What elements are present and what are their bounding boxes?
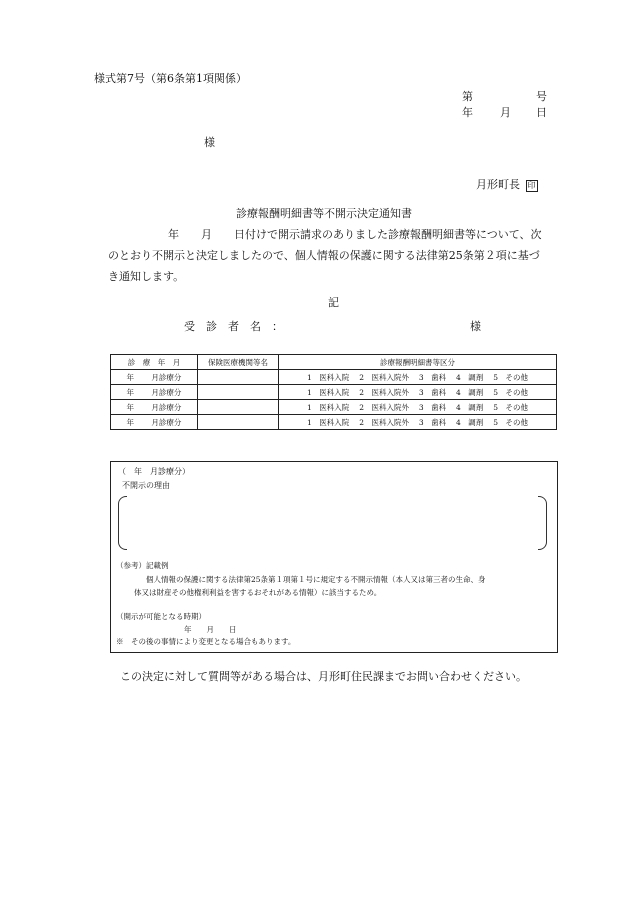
right-bracket [538, 496, 547, 550]
reference-line-1: 個人情報の保護に関する法律第25条第１項第１号に規定する不開示情報（本人又は第三者の生命、身 [146, 575, 486, 584]
issuer-line [476, 176, 538, 192]
row-institution [198, 370, 279, 385]
body-line-2: のとおり不開示と決定しましたので、個人情報の保護に関する法律第25条第２項に基づ [108, 249, 540, 262]
table-header-row [111, 355, 557, 370]
reason-period: （ 年 月診療分） [118, 467, 190, 476]
reason-box [110, 461, 558, 653]
table-row [111, 370, 557, 385]
addressee-suffix: 様 [204, 136, 215, 149]
row-month: 年 月診療分 [111, 415, 198, 430]
row-institution [198, 385, 279, 400]
row-month: 年 月診療分 [111, 370, 198, 385]
seal-mark: 印 [527, 181, 536, 190]
footer-contact: この決定に対して質問等がある場合は、月形町住民課までお問い合わせください。 [120, 670, 527, 683]
row-kinds: 1 医科入院 2 医科入院外 3 歯科 4 調剤 5 その他 [279, 415, 557, 430]
reason-label: 不開示の理由 [122, 481, 170, 490]
header-month: 診 療 年 月 [111, 355, 198, 370]
row-kinds: 1 医科入院 2 医科入院外 3 歯科 4 調剤 5 その他 [279, 370, 557, 385]
date-day: 日 [536, 106, 547, 119]
row-month: 年 月診療分 [111, 385, 198, 400]
date-year: 年 [462, 106, 473, 119]
row-month: 年 月診療分 [111, 400, 198, 415]
table-row [111, 415, 557, 430]
disclosure-time-label: （開示が可能となる時期） [116, 612, 206, 621]
patient-suffix: 様 [470, 320, 481, 333]
disclosure-date: 年 月 日 [184, 625, 237, 634]
table-row [111, 400, 557, 415]
header-institution: 保険医療機関等名 [198, 355, 279, 370]
number-suffix: 号 [536, 90, 547, 103]
claims-table [110, 354, 557, 430]
reference-label: （参考）記載例 [116, 561, 169, 570]
issuer-name: 月形町長 [476, 178, 520, 191]
body-line-3: き通知します。 [108, 270, 185, 283]
table-row [111, 385, 557, 400]
row-institution [198, 415, 279, 430]
caveat-note: ※ その後の事情により変更となる場合もあります。 [116, 637, 296, 646]
body-line-1: 年 月 日付けで開示請求のありました診療報酬明細書等について、次 [168, 228, 542, 241]
ki-label: 記 [328, 296, 339, 309]
left-bracket [118, 496, 127, 550]
row-kinds: 1 医科入院 2 医科入院外 3 歯科 4 調剤 5 その他 [279, 385, 557, 400]
number-prefix: 第 [462, 90, 473, 103]
row-kinds: 1 医科入院 2 医科入院外 3 歯科 4 調剤 5 その他 [279, 400, 557, 415]
form-id: 様式第7号（第6条第1項関係） [94, 72, 247, 85]
document-title: 診療報酬明細書等不開示決定通知書 [236, 207, 412, 220]
header-kind: 診療報酬明細書等区分 [279, 355, 557, 370]
patient-label: 受 診 者 名 ： [184, 320, 283, 333]
reference-line-2: 体又は財産その他権利利益を害するおそれがある情報）に該当するため。 [134, 588, 382, 597]
row-institution [198, 400, 279, 415]
date-month: 月 [500, 106, 511, 119]
